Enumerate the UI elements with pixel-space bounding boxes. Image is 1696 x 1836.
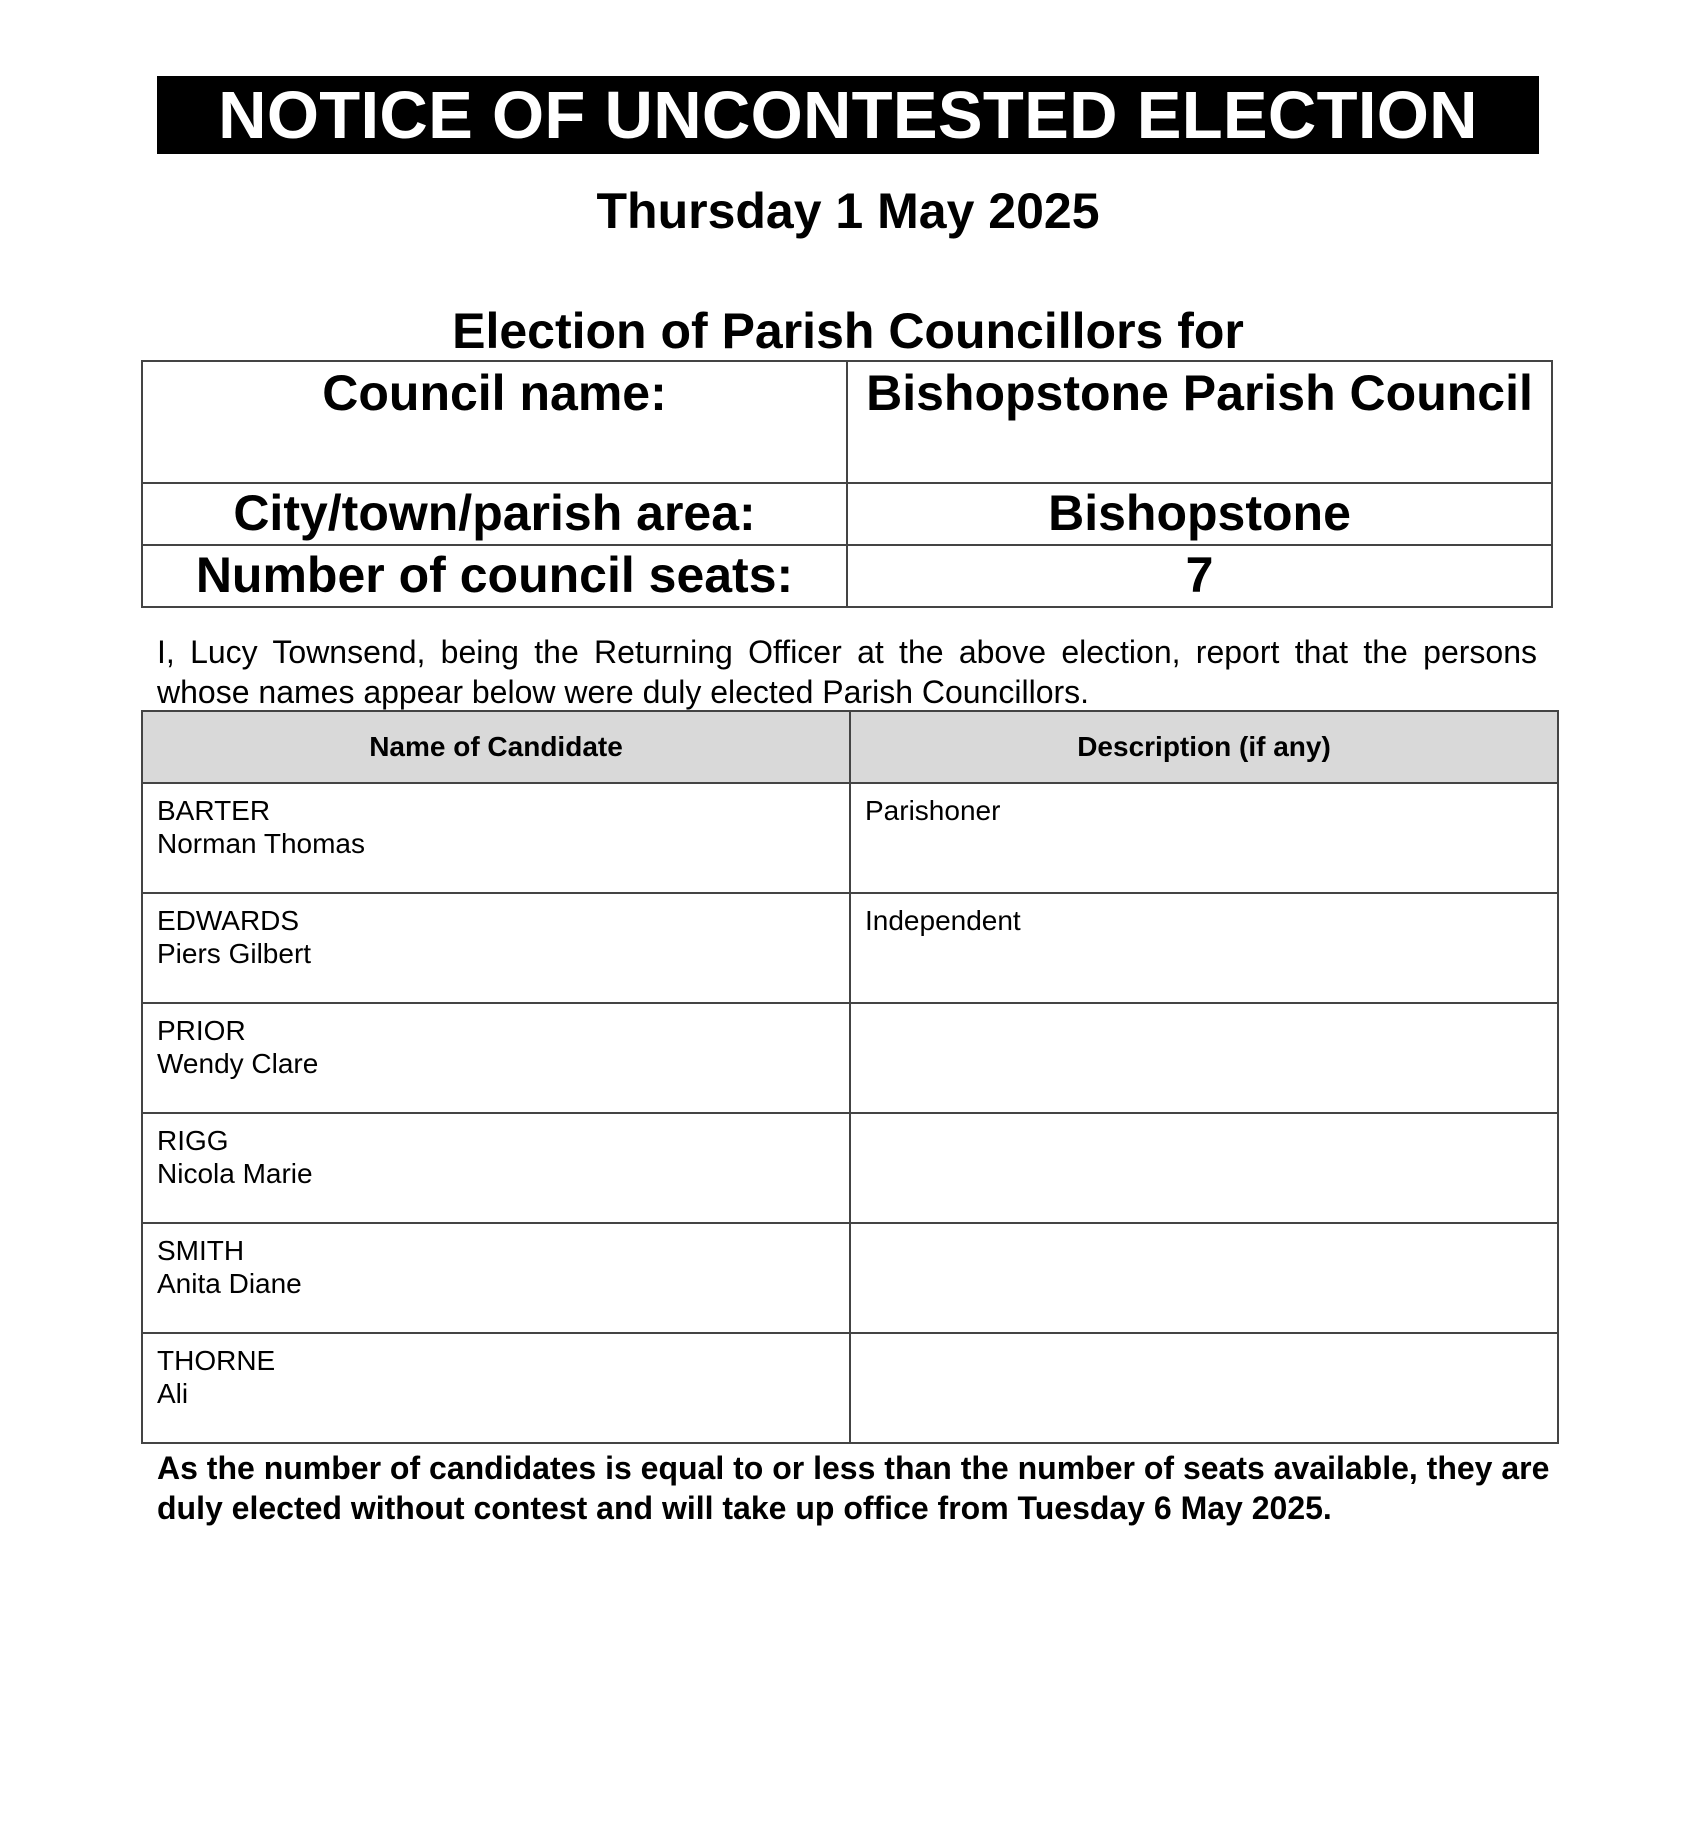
candidate-surname: BARTER <box>157 795 271 826</box>
candidate-description <box>850 1223 1558 1333</box>
candidate-description <box>850 1003 1558 1113</box>
council-seats-value: 7 <box>847 545 1552 607</box>
election-date: Thursday 1 May 2025 <box>596 183 1100 239</box>
returning-officer-statement: I, Lucy Townsend, being the Returning Officer at the above election, report that the persons whose names appear below were duly elected Parish Councillors. <box>157 634 1537 710</box>
table-row <box>142 1333 1558 1443</box>
candidate-surname: RIGG <box>157 1125 229 1156</box>
candidate-description: Independent <box>850 893 1558 1003</box>
council-seats-row <box>142 545 1552 607</box>
council-seats-label: Number of council seats: <box>142 545 847 607</box>
candidate-forenames: Norman Thomas <box>157 828 366 859</box>
candidate-name-cell <box>142 1113 850 1223</box>
candidate-name-cell <box>142 893 850 1003</box>
candidate-forenames: Ali <box>157 1378 189 1409</box>
candidates-table <box>141 710 1559 1444</box>
candidate-surname: PRIOR <box>157 1015 246 1046</box>
table-row <box>142 893 1558 1003</box>
candidate-forenames: Piers Gilbert <box>157 938 312 969</box>
candidate-description <box>850 1333 1558 1443</box>
candidate-name-cell <box>142 783 850 893</box>
table-row <box>142 1223 1558 1333</box>
table-row <box>142 1113 1558 1223</box>
candidate-name-cell <box>142 1003 850 1113</box>
column-header-description: Description (if any) <box>850 711 1558 783</box>
table-row <box>142 1003 1558 1113</box>
candidate-description: Parishoner <box>850 783 1558 893</box>
candidate-forenames: Nicola Marie <box>157 1158 313 1189</box>
parish-area-label: City/town/parish area: <box>142 483 847 545</box>
closing-statement: As the number of candidates is equal to or less than the number of seats available, they are duly elected without contest and will take up office from Tuesday 6 May 2025. <box>157 1450 1550 1526</box>
parish-area-value: Bishopstone <box>847 483 1552 545</box>
election-info-table <box>141 360 1553 608</box>
council-name-row <box>142 361 1552 483</box>
notice-title: NOTICE OF UNCONTESTED ELECTION <box>157 76 1539 154</box>
council-name-label: Council name: <box>142 361 847 483</box>
candidate-surname: SMITH <box>157 1235 245 1266</box>
candidate-name-cell <box>142 1223 850 1333</box>
candidate-forenames: Wendy Clare <box>157 1048 319 1079</box>
council-name-value: Bishopstone Parish Council <box>847 361 1552 483</box>
candidate-surname: EDWARDS <box>157 905 300 936</box>
candidate-name-cell <box>142 1333 850 1443</box>
column-header-name: Name of Candidate <box>142 711 850 783</box>
candidate-description <box>850 1113 1558 1223</box>
parish-area-row <box>142 483 1552 545</box>
candidate-surname: THORNE <box>157 1345 276 1376</box>
candidates-header-row <box>142 711 1558 783</box>
table-row <box>142 783 1558 893</box>
election-heading: Election of Parish Councillors for <box>452 303 1244 359</box>
candidate-forenames: Anita Diane <box>157 1268 302 1299</box>
